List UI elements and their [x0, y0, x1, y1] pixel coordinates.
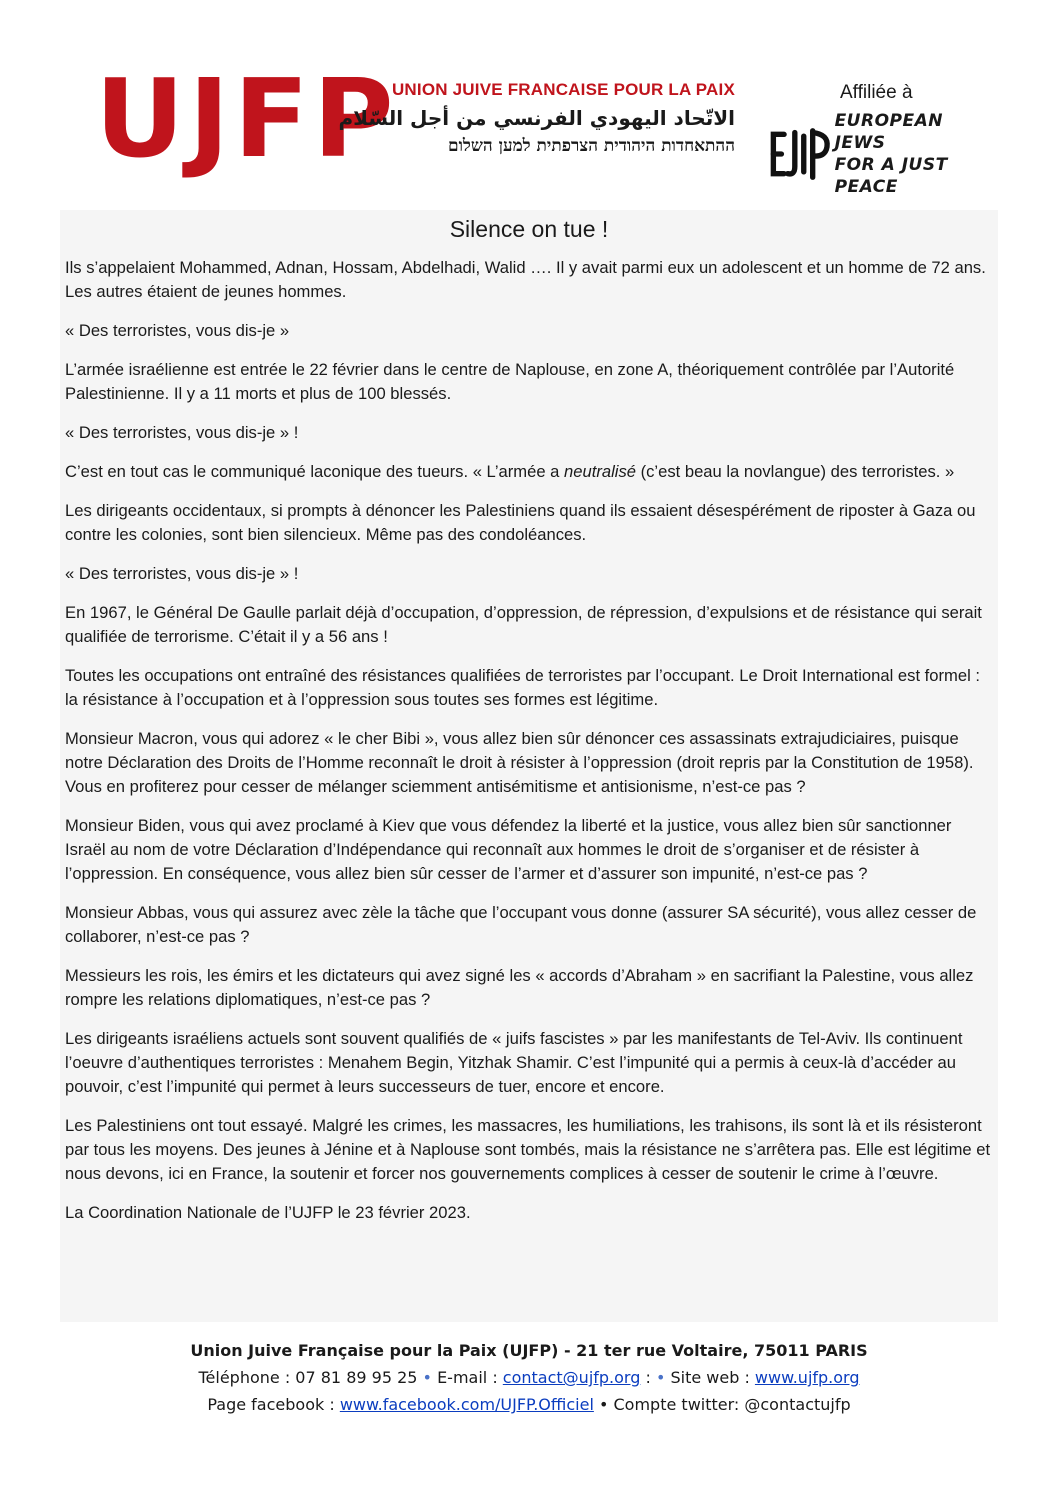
paragraph-2: « Des terroristes, vous dis-je » [65, 321, 290, 340]
email-link[interactable]: contact@ujfp.org [502, 1368, 641, 1387]
ejjp-logo [768, 110, 998, 198]
org-name-arabic: الاتّحاد اليهودي الفرنسي من أجل السّلام [338, 106, 735, 130]
paragraph-14: Les dirigeants israéliens actuels sont souvent qualifiés de « juifs fascistes » par les manifestants de Tel-Aviv. Ils continuent l’oeuvre d’authentiques terroristes : Menahem Begin, Yitzhak Shamir. C’est l’impunité qui a permis à ceux-là d’accéder au pouvoir, c’est l’impunité qui permet à leurs successeurs de tuer, encore et encore. [65, 1029, 963, 1096]
paragraph-9: Toutes les occupations ont entraîné des résistances qualifiées de terroristes par l’occupant. Le Droit International est formel : la résistance à l’occupation et à l’oppression sous toutes ses formes est légitime. [65, 666, 980, 709]
bullet-separator: • [422, 1368, 432, 1387]
affiliation [768, 82, 998, 198]
org-name-french: UNION JUIVE FRANCAISE POUR LA PAIX [391, 80, 735, 99]
bullet-separator-3: • [598, 1395, 609, 1414]
footer [0, 1337, 1058, 1418]
facebook-link[interactable]: www.facebook.com/UJFP.Officiel [339, 1395, 594, 1414]
paragraph-13: Messieurs les rois, les émirs et les dictateurs qui avez signé les « accords d’Abraham » en sacrifiant la Palestine, vous allez rompre les relations diplomatiques, n’est-ce pas ? [65, 966, 974, 1009]
footer-phone: Téléphone : 07 81 89 95 25 [198, 1368, 418, 1387]
paragraph-6: Les dirigeants occidentaux, si prompts à dénoncer les Palestiniens quand ils essaient désespérément de riposter à Gaza ou contre les colonies, sont bien silencieux. Même pas des condoléances. [65, 501, 976, 544]
footer-social-line [0, 1391, 1058, 1418]
article-title: Silence on tue ! [449, 216, 609, 242]
ujfp-logo: UJFP [95, 57, 398, 182]
footer-contact-line [0, 1364, 1058, 1391]
paragraph-3: L’armée israélienne est entrée le 22 février dans le centre de Naplouse, en zone A, théoriquement contrôlée par l’Autorité Palestinienne. Il y a 11 morts et plus de 100 blessés. [65, 360, 955, 403]
paragraph-12: Monsieur Abbas, vous qui assurez avec zèle la tâche que l’occupant vous donne (assurer SA sécurité), vous allez cesser de collaborer, n’est-ce pas ? [65, 903, 977, 946]
paragraph-5-end: (c’est beau la novlangue) des terroristes. » [635, 462, 955, 481]
footer-address: Union Juive Française pour la Paix (UJFP) - 21 ter rue Voltaire, 75011 PARIS [190, 1341, 868, 1360]
twitter-handle: Compte twitter: @contactujfp [608, 1395, 851, 1414]
website-label: Site web : [665, 1368, 755, 1387]
paragraph-8: En 1967, le Général De Gaulle parlait déjà d’occupation, d’oppression, de répression, d’expulsions et de résistance qui serait qualifiée de terrorisme. C’était il y a 56 ans ! [65, 603, 982, 646]
paragraph-5-emphasis: neutralisé [564, 462, 636, 481]
website-link[interactable]: www.ujfp.org [754, 1368, 860, 1387]
paragraph-7: « Des terroristes, vous dis-je » ! [65, 564, 299, 583]
ejjp-line-2: FOR A JUST PEACE [834, 155, 948, 197]
bullet-separator-2: • [655, 1368, 666, 1387]
facebook-label: Page facebook : [207, 1395, 340, 1414]
signature: La Coordination Nationale de l’UJFP le 23 février 2023. [65, 1203, 471, 1222]
org-name-hebrew: ההתאחדות היהודית הצרפתית למען השלום [447, 136, 735, 156]
email-label: E-mail : [431, 1368, 503, 1387]
organization-names [338, 80, 735, 156]
paragraph-4: « Des terroristes, vous dis-je » ! [65, 423, 299, 442]
article-body [60, 210, 998, 1322]
paragraph-10: Monsieur Macron, vous qui adorez « le cher Bibi », vous allez bien sûr dénoncer ces assassinats extrajudiciaires, puisque notre Déclaration des Droits de l’Homme reconnaît le droit à résister à l’oppression (droit repris par la Constitution de 1958). Vous en profiterez pour cesser de mélanger sciemment antisémitisme et antisionisme, n’est-ce pas ? [65, 729, 974, 796]
ejjp-logo-icon [768, 124, 831, 184]
affiliation-label: Affiliée à [840, 82, 913, 103]
paragraph-5-start: C’est en tout cas le communiqué laconique des tueurs. « L’armée a [65, 462, 565, 481]
ejjp-wordmark [835, 110, 998, 198]
paragraph-5 [65, 460, 993, 484]
ejjp-line-1: EUROPEAN JEWS [834, 111, 943, 153]
paragraph-15: Les Palestiniens ont tout essayé. Malgré les crimes, les massacres, les humiliations, les trahisons, ils sont là et ils résisteront par tous les moyens. Des jeunes à Jénine et à Naplouse sont tombés, mais la résistance ne s’arrêtera pas. Elle est légitime et nous devons, ici en France, la soutenir et forcer nos gouvernements complices à cesser de soutenir le crime à l’œuvre. [65, 1116, 991, 1183]
paragraph-11: Monsieur Biden, vous qui avez proclamé à Kiev que vous défendez la liberté et la justice, vous allez bien sûr sanctionner Israël au nom de votre Déclaration d’Indépendance qui reconnaît aux hommes le droit de s’organiser et de résister à l’oppression. En conséquence, vous allez bien sûr cesser de l’armer et d’assurer son impunité, n’est-ce pas ? [65, 816, 952, 883]
paragraph-1: Ils s’appelaient Mohammed, Adnan, Hossam, Abdelhadi, Walid …. Il y avait parmi eux un adolescent et un homme de 72 ans. Les autres étaient de jeunes hommes. [65, 258, 986, 301]
colon-separator: : [640, 1368, 656, 1387]
